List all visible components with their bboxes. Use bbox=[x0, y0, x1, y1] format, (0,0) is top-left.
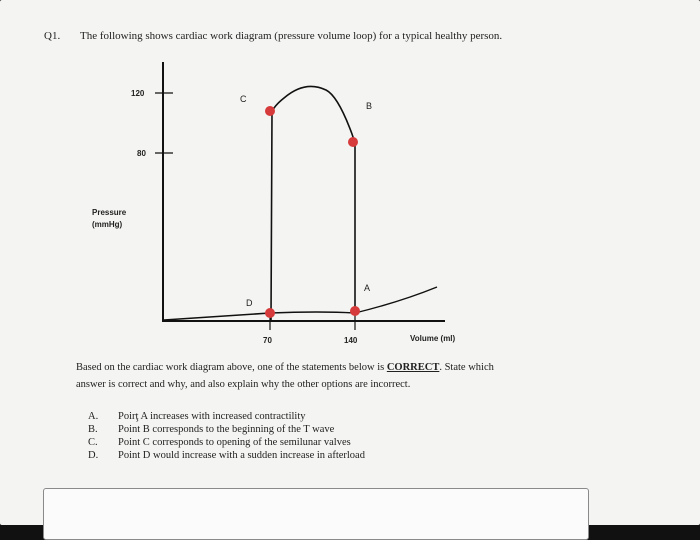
option-b bbox=[88, 423, 365, 436]
option-letter: A. bbox=[88, 411, 99, 422]
option-a bbox=[88, 410, 365, 423]
option-letter: D. bbox=[88, 450, 99, 461]
point-c-label: C bbox=[240, 94, 247, 104]
point-a-marker bbox=[350, 306, 360, 316]
instructions-emphasis: CORRECT bbox=[386, 362, 440, 373]
question-number: Q1. bbox=[44, 30, 61, 42]
option-letter: B. bbox=[88, 424, 98, 435]
point-b-marker bbox=[348, 137, 358, 147]
option-d bbox=[88, 449, 365, 462]
option-letter: C. bbox=[88, 437, 98, 448]
y-axis-label-line2: (mmHg) bbox=[92, 220, 123, 229]
instructions-text-before: Based on the cardiac work diagram above, one of the statements below is bbox=[76, 362, 387, 373]
point-d-label: D bbox=[246, 298, 253, 308]
answer-box[interactable] bbox=[43, 488, 589, 540]
x-tick-label-140: 140 bbox=[344, 336, 358, 345]
option-text: Point C corresponds to opening of the semilunar valves bbox=[118, 437, 351, 448]
instructions-line1 bbox=[76, 359, 576, 376]
point-d-marker bbox=[265, 308, 275, 318]
x-tick-label-70: 70 bbox=[263, 336, 272, 345]
y-tick-label-80: 80 bbox=[137, 149, 146, 158]
point-b-label: B bbox=[366, 101, 373, 111]
option-c bbox=[88, 436, 365, 449]
answer-options bbox=[88, 410, 365, 462]
question-text: The following shows cardiac work diagram (pressure volume loop) for a typical healthy person. bbox=[80, 30, 503, 42]
y-axis-label-line1: Pressure bbox=[92, 208, 127, 217]
y-tick-label-120: 120 bbox=[131, 89, 145, 98]
instructions-text-after: . State which bbox=[439, 362, 494, 373]
pressure-volume-loop bbox=[164, 86, 355, 320]
option-text: Point B corresponds to the beginning of the T wave bbox=[118, 424, 335, 435]
instructions-line2: answer is correct and why, and also explain why the other options are incorrect. bbox=[76, 379, 411, 390]
point-a-label: A bbox=[364, 283, 371, 293]
point-c-marker bbox=[265, 106, 275, 116]
option-text: Poirţ A increases with increased contractility bbox=[118, 411, 306, 422]
x-axis-label: Volume (ml) bbox=[410, 334, 456, 343]
option-text: Point D would increase with a sudden increase in afterload bbox=[118, 450, 365, 461]
